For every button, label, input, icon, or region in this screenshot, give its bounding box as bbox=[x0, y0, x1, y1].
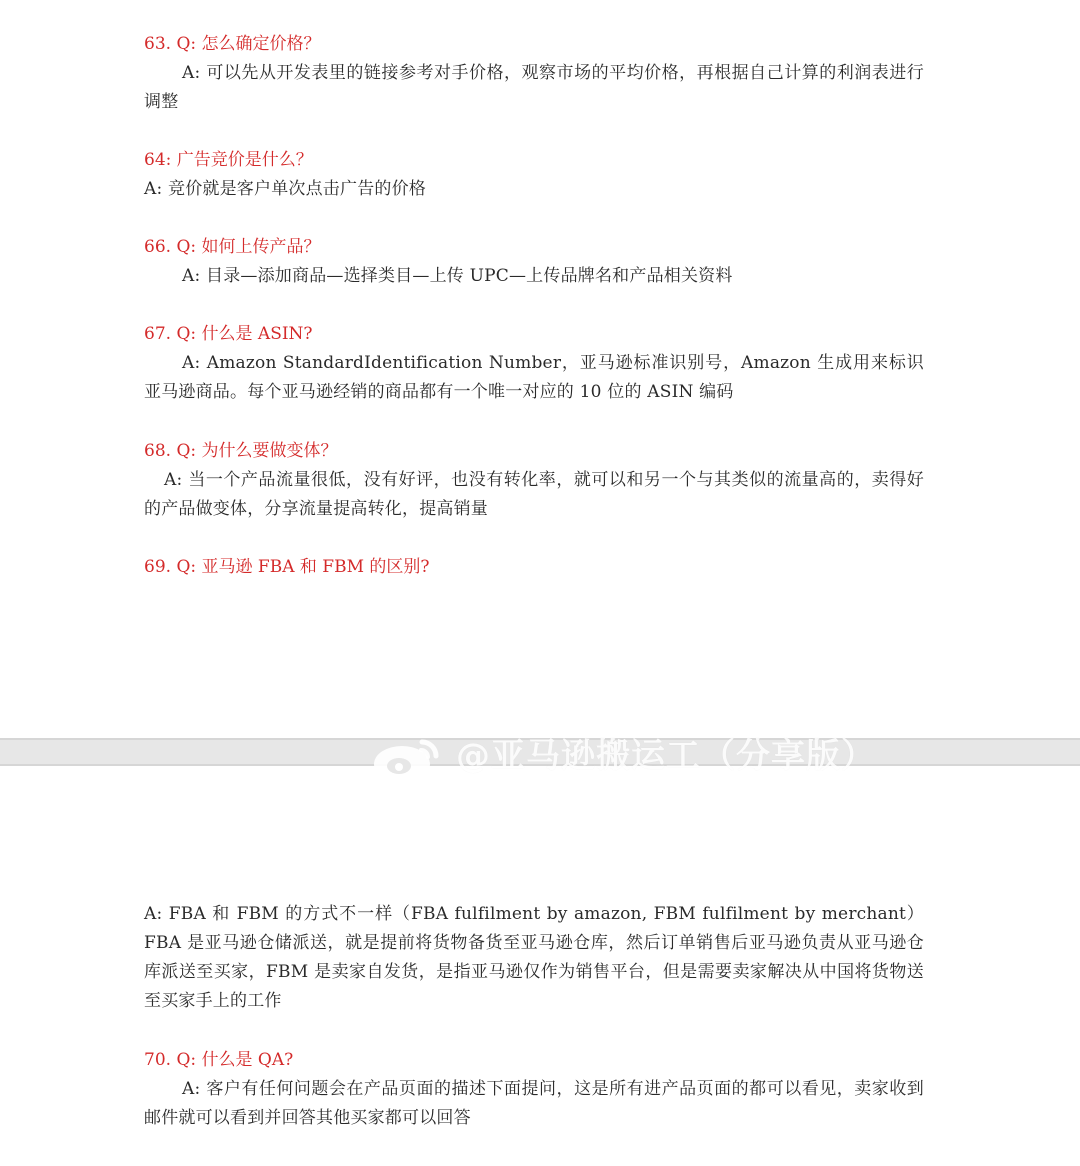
qa-item-69-question bbox=[144, 553, 924, 582]
qa-item-66 bbox=[144, 233, 924, 291]
answer: A: 当一个产品流量很低，没有好评，也没有转化率，就可以和另一个与其类似的流量高的，卖得好的产品做变体，分享流量提高转化，提高销量 bbox=[144, 470, 924, 519]
question: 66. Q: 如何上传产品？ bbox=[144, 237, 321, 257]
question: 69. Q: 亚马逊 FBA 和 FBM 的区别? bbox=[144, 557, 430, 577]
page-gap bbox=[0, 738, 1080, 766]
question: 67. Q: 什么是 ASIN? bbox=[144, 324, 313, 344]
answer: A: Amazon StandardIdentification Number，亚马逊标准识别号，Amazon 生成用来标识亚马逊商品。每个亚马逊经销的商品都有一个唯一对应的 10 位的 ASIN 编码 bbox=[144, 353, 924, 402]
answer: A: FBA 和 FBM 的方式不一样（FBA fulfilment by amazon, FBM fulfilment by merchant） FBA 是亚马逊仓储派送，就是提前将货物备货至亚马逊仓库，然后订单销售后亚马逊负责从亚马逊仓库派送至买家，FBM 是卖家自发货，是指亚马逊仅作为销售平台，但是需要卖家解决从中国将货物送至买家手上的工作 bbox=[144, 904, 924, 1011]
answer: A: 目录—添加商品—选择类目—上传 UPC—上传品牌名和产品相关资料 bbox=[182, 266, 733, 286]
watermark-text: @亚马逊搬运工（分享版） bbox=[456, 736, 876, 776]
answer: A: 可以先从开发表里的链接参考对手价格，观察市场的平均价格，再根据自己计算的利润表进行调整 bbox=[144, 63, 924, 112]
question: 63. Q: 怎么确定价格？ bbox=[144, 34, 321, 54]
qa-item-63 bbox=[144, 30, 924, 117]
answer: A: 客户有任何问题会在产品页面的描述下面提问，这是所有进产品页面的都可以看见，卖家收到邮件就可以看到并回答其他买家都可以回答 bbox=[144, 1079, 924, 1128]
question: 64: 广告竞价是什么？ bbox=[144, 150, 313, 170]
qa-item-69-answer bbox=[144, 900, 924, 1016]
qa-item-67 bbox=[144, 320, 924, 407]
answer: A: 竞价就是客户单次点击广告的价格 bbox=[144, 179, 427, 199]
qa-item-70 bbox=[144, 1046, 924, 1133]
question: 70. Q: 什么是 QA? bbox=[144, 1050, 294, 1070]
qa-item-64 bbox=[144, 146, 924, 204]
question: 68. Q: 为什么要做变体？ bbox=[144, 441, 338, 461]
qa-item-68 bbox=[144, 437, 924, 524]
